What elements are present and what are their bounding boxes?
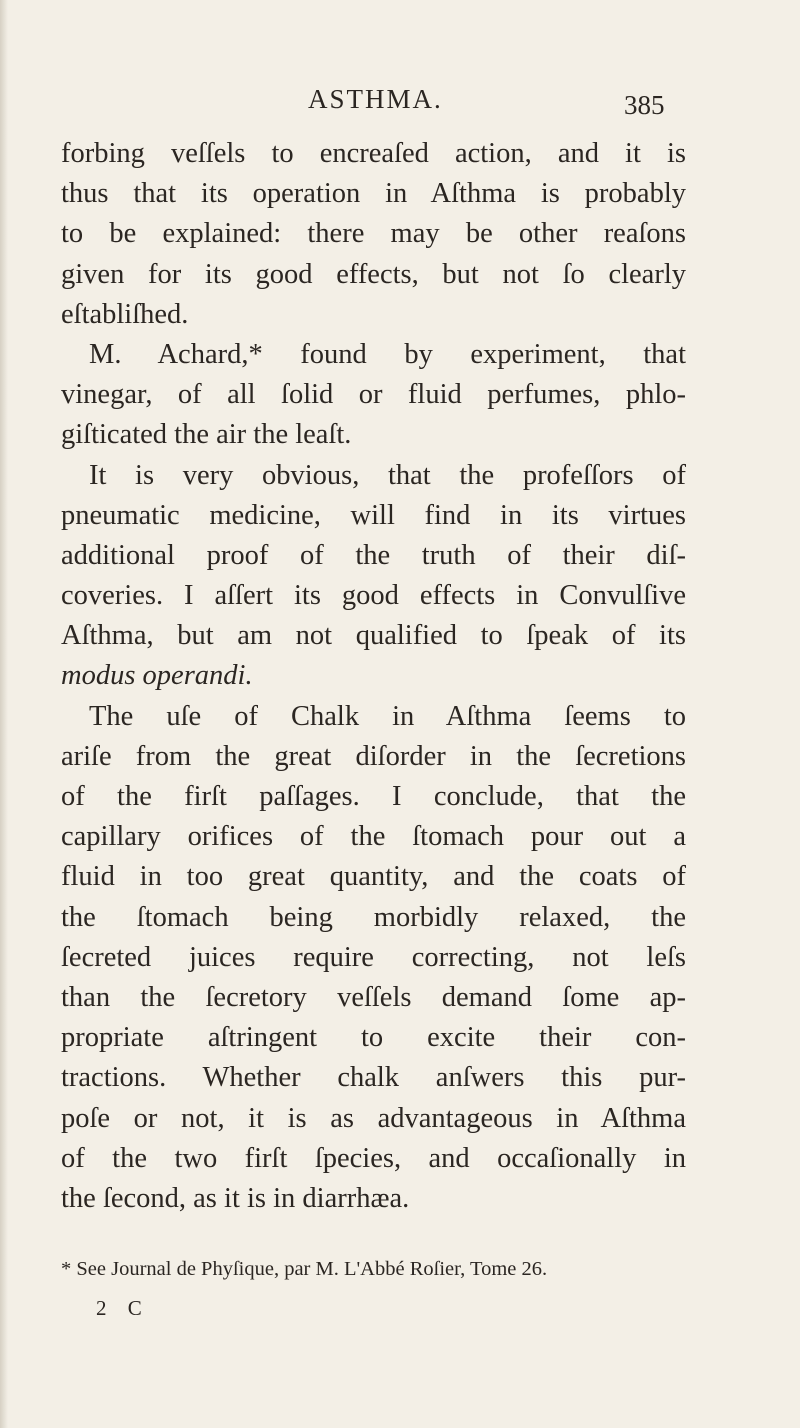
page-header: [0, 84, 800, 124]
text-line: additional proof of the truth of their diſ-: [61, 539, 686, 571]
text-line: to be explained: there may be other reaſons: [61, 218, 686, 250]
text-line: thus that its operation in Aſthma is probably: [61, 178, 686, 210]
signature-mark: 2 C: [96, 1296, 150, 1320]
text-line: the ſtomach being morbidly relaxed, the: [61, 901, 686, 933]
paragraph-start-line: M. Achard,* found by experiment, that: [89, 338, 686, 370]
text-line: ſecreted juices require correcting, not leſs: [61, 941, 686, 973]
text-line: forbing veſſels to encreaſed action, and it is: [61, 138, 686, 169]
body-text: [61, 134, 686, 1219]
page-number: 385: [624, 90, 665, 120]
text-line: the ſecond, as it is in diarrhæa.: [61, 1182, 410, 1214]
page-edge-shadow: [0, 0, 8, 1428]
running-title: ASTHMA.: [308, 84, 443, 114]
footnote: * See Journal de Phyſique, par M. L'Abbé Roſier, Tome 26.: [61, 1258, 548, 1280]
text-line: than the ſecretory veſſels demand ſome ap-: [61, 981, 686, 1013]
text-line: of the firſt paſſages. I conclude, that the: [61, 781, 686, 812]
text-line: capillary orifices of the ſtomach pour out a: [61, 821, 686, 853]
text-line: pneumatic medicine, will find in its virtues: [61, 499, 686, 531]
text-line: eſtabliſhed.: [61, 298, 189, 330]
paragraph-start-line: The uſe of Chalk in Aſthma ſeems to: [89, 700, 686, 732]
text-line: vinegar, of all ſolid or fluid perfumes, phlo-: [61, 379, 686, 411]
italic-line: modus operandi.: [61, 660, 253, 692]
text-line: fluid in too great quantity, and the coats of: [61, 861, 686, 893]
text-line: Aſthma, but am not qualified to ſpeak of its: [61, 620, 686, 652]
text-line: of the two firſt ſpecies, and occaſionally in: [61, 1142, 686, 1174]
text-line: coveries. I aſſert its good effects in Convulſive: [61, 580, 686, 612]
text-line: propriate aſtringent to excite their con-: [61, 1022, 686, 1054]
text-line: giſticated the air the leaſt.: [61, 419, 352, 451]
text-line: poſe or not, it is as advantageous in Aſthma: [61, 1102, 686, 1134]
text-line: given for its good effects, but not ſo clearly: [61, 258, 686, 290]
paragraph-start-line: It is very obvious, that the profeſſors of: [89, 459, 686, 491]
text-line: ariſe from the great diſorder in the ſecretions: [61, 740, 686, 772]
text-line: tractions. Whether chalk anſwers this pur-: [61, 1062, 686, 1094]
